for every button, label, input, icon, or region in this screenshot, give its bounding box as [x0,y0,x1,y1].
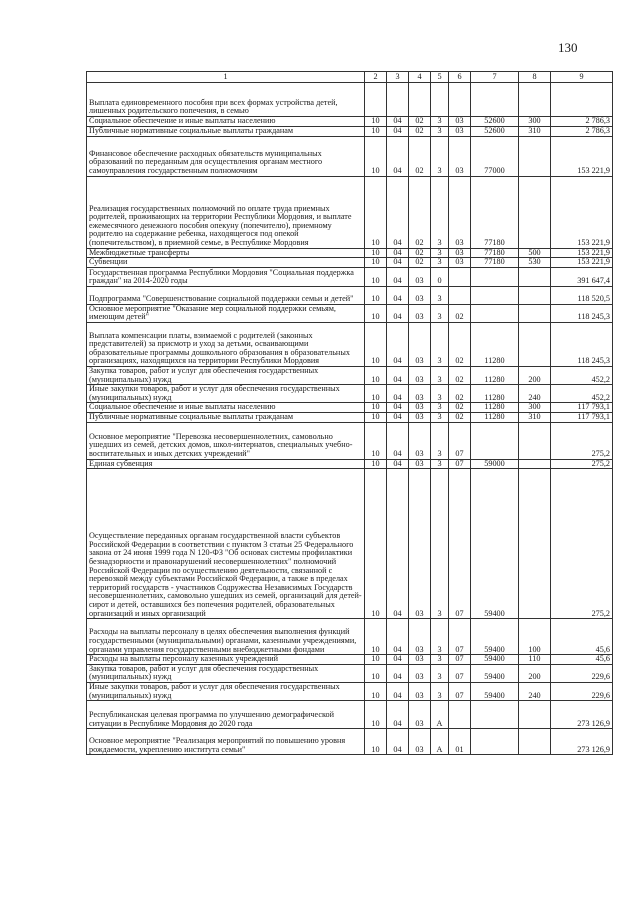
row-name-cell: Основное мероприятие "Перевозка несовершеннолетних, самовольно ушедших из семей, детских домов, школ-интернатов, специальных учебно-воспитательных и иных детских учреждений" [87,422,365,459]
direction-code-cell: 77180 [471,176,519,248]
row-name-cell: Закупка товаров, работ и услуг для обеспечения государственных (муниципальных) нужд [87,366,365,384]
amount-cell: 275,2 [551,459,613,469]
header-cell: 3 [387,72,409,83]
table-row [87,403,613,413]
row-name-cell: Осуществление переданных органам государственной власти субъектов Российской Федерации в соответствии с пунктом 3 статьи 25 Федерального закона от 24 июня 1999 года N 120-ФЗ "Об основах системы профилактики безнадзорности и правонарушений несовершеннолетних" полномочий Российской Федерации по осуществлению деятельности, связанной с перевозкой между субъектами Российской Федерации, а также в пределах территорий государств - участников Содружества Независимых Государств несовершеннолетних, самовольно ушедших из семей, организаций для детей-сирот и детей, оставшихся без попечения родителей, образовательных организаций и иных организаций [87,469,365,619]
subprogram-code-cell: 3 [431,304,449,322]
header-cell: 5 [431,72,449,83]
direction-code-cell: 11280 [471,403,519,413]
table-row [87,83,613,117]
row-name-cell: Закупка товаров, работ и услуг для обеспечения государственных (муниципальных) нужд [87,664,365,682]
subprogram-code-cell: 3 [431,403,449,413]
subsection-code-cell: 04 [387,126,409,136]
header-cell: 6 [449,72,471,83]
amount-cell: 45,6 [551,619,613,655]
section-code-cell: 10 [365,619,387,655]
row-name-cell: Подпрограмма "Совершенствование социальной поддержки семьи и детей" [87,286,365,304]
section-code-cell: 10 [365,422,387,459]
header-cell: 8 [519,72,551,83]
expense-type-cell [519,176,551,248]
direction-code-cell: 77000 [471,136,519,176]
subsection-code-cell: 04 [387,459,409,469]
table-row [87,701,613,729]
expense-type-cell [519,729,551,755]
direction-code-cell: 59400 [471,664,519,682]
direction-code-cell: 59400 [471,655,519,665]
row-name-cell: Социальное обеспечение и иные выплаты населению [87,117,365,127]
amount-cell: 2 786,3 [551,126,613,136]
subprogram-code-cell: 3 [431,385,449,403]
subsection-code-cell: 04 [387,403,409,413]
section-code-cell: 10 [365,469,387,619]
activity-code-cell: 03 [449,176,471,248]
direction-code-cell [471,729,519,755]
direction-code-cell [471,422,519,459]
activity-code-cell: 07 [449,619,471,655]
program-code-cell: 03 [409,664,431,682]
amount-cell: 273 126,9 [551,729,613,755]
subsection-code-cell: 04 [387,469,409,619]
subsection-code-cell: 04 [387,322,409,366]
section-code-cell: 10 [365,403,387,413]
activity-code-cell: 07 [449,664,471,682]
subsection-code-cell: 04 [387,701,409,729]
direction-code-cell [471,83,519,117]
activity-code-cell: 02 [449,385,471,403]
table-row [87,117,613,127]
activity-code-cell: 03 [449,136,471,176]
row-name-cell: Публичные нормативные социальные выплаты гражданам [87,126,365,136]
program-code-cell: 03 [409,304,431,322]
expense-type-cell: 300 [519,403,551,413]
table-row [87,422,613,459]
table-row [87,304,613,322]
amount-cell: 118 245,3 [551,322,613,366]
activity-code-cell: 02 [449,304,471,322]
activity-code-cell: 07 [449,655,471,665]
subsection-code-cell: 04 [387,412,409,422]
row-name-cell: Публичные нормативные социальные выплаты гражданам [87,412,365,422]
subsection-code-cell: 04 [387,267,409,286]
expense-type-cell [519,267,551,286]
table-row [87,469,613,619]
activity-code-cell: 03 [449,126,471,136]
row-name-cell: Расходы на выплаты персоналу в целях обеспечения выполнения функций государственными (муниципальными) органами, казенными учреждениями, органами управления государственными внебюджетными фондами [87,619,365,655]
expense-type-cell [519,304,551,322]
subprogram-code-cell: 3 [431,176,449,248]
expense-type-cell: 530 [519,258,551,268]
direction-code-cell: 52600 [471,126,519,136]
row-name-cell: Основное мероприятие "Реализация мероприятий по повышению уровня рождаемости, укреплению института семьи" [87,729,365,755]
activity-code-cell: 02 [449,403,471,413]
activity-code-cell: 07 [449,459,471,469]
table-row [87,366,613,384]
subsection-code-cell: 04 [387,729,409,755]
program-code-cell: 03 [409,459,431,469]
direction-code-cell [471,304,519,322]
program-code-cell: 03 [409,655,431,665]
table-row [87,136,613,176]
program-code-cell: 02 [409,117,431,127]
expense-type-cell [519,701,551,729]
subprogram-code-cell: 3 [431,459,449,469]
section-code-cell: 10 [365,385,387,403]
table-row [87,459,613,469]
amount-cell: 117 793,1 [551,412,613,422]
subsection-code-cell: 04 [387,176,409,248]
program-code-cell: 02 [409,126,431,136]
header-cell: 9 [551,72,613,83]
expense-type-cell [519,286,551,304]
amount-cell: 273 126,9 [551,701,613,729]
expense-type-cell [519,83,551,117]
subsection-code-cell: 04 [387,664,409,682]
expense-type-cell [519,322,551,366]
direction-code-cell: 11280 [471,385,519,403]
table-row [87,655,613,665]
row-name-cell: Единая субвенция [87,459,365,469]
header-cell: 1 [87,72,365,83]
amount-cell: 118 520,5 [551,286,613,304]
activity-code-cell [449,267,471,286]
expense-type-cell: 200 [519,366,551,384]
subsection-code-cell: 04 [387,366,409,384]
section-code-cell: 10 [365,126,387,136]
expense-type-cell: 110 [519,655,551,665]
direction-code-cell: 59400 [471,619,519,655]
subprogram-code-cell: 3 [431,422,449,459]
subsection-code-cell: 04 [387,258,409,268]
table-row [87,682,613,700]
row-name-cell: Финансовое обеспечение расходных обязательств муниципальных образований по переданным для осуществления органам местного самоуправления государственным полномочиям [87,136,365,176]
expense-type-cell [519,469,551,619]
program-code-cell: 03 [409,619,431,655]
activity-code-cell [449,286,471,304]
program-code-cell: 03 [409,729,431,755]
row-name-cell: Расходы на выплаты персоналу казенных учреждений [87,655,365,665]
expense-type-cell [519,422,551,459]
amount-cell: 391 647,4 [551,267,613,286]
direction-code-cell: 77180 [471,248,519,258]
program-code-cell: 03 [409,286,431,304]
row-name-cell: Субвенции [87,258,365,268]
subprogram-code-cell: 3 [431,286,449,304]
amount-cell: 153 221,9 [551,248,613,258]
amount-cell: 229,6 [551,664,613,682]
row-name-cell: Выплата единовременного пособия при всех формах устройства детей, лишенных родительского попечения, в семью [87,83,365,117]
row-name-cell: Выплата компенсации платы, взимаемой с родителей (законных представителей) за присмотр и уход за детьми, осваивающими образовательные программы дошкольного образования в образовательных организациях, находящихся на территории Республики Мордовия [87,322,365,366]
row-name-cell: Реализация государственных полномочий по оплате труда приемных родителей, проживающих на территории Республики Мордовия, и выплате ежемесячного денежного пособия опекуну (попечителю), приемному родителю на содержание ребенка, находящегося под опекой (попечительством), в приемной семье, в Республике Мордовия [87,176,365,248]
section-code-cell: 10 [365,286,387,304]
subsection-code-cell: 04 [387,248,409,258]
table-row [87,619,613,655]
row-name-cell: Межбюджетные трансферты [87,248,365,258]
section-code-cell: 10 [365,682,387,700]
table-row [87,664,613,682]
activity-code-cell: 01 [449,729,471,755]
expense-type-cell: 240 [519,385,551,403]
amount-cell: 452,2 [551,366,613,384]
subprogram-code-cell: 3 [431,258,449,268]
section-code-cell: 10 [365,459,387,469]
subprogram-code-cell: 3 [431,664,449,682]
subprogram-code-cell: 0 [431,267,449,286]
table-row [87,322,613,366]
table-row [87,385,613,403]
activity-code-cell: 07 [449,422,471,459]
program-code-cell: 03 [409,469,431,619]
program-code-cell: 03 [409,385,431,403]
table-body [87,83,613,755]
section-code-cell [365,83,387,117]
program-code-cell: 02 [409,176,431,248]
subprogram-code-cell: А [431,701,449,729]
direction-code-cell: 11280 [471,366,519,384]
direction-code-cell [471,267,519,286]
amount-cell: 229,6 [551,682,613,700]
activity-code-cell: 02 [449,322,471,366]
row-name-cell: Государственная программа Республики Мордовия "Социальная поддержка граждан" на 2014-2020 годы [87,267,365,286]
amount-cell: 275,2 [551,422,613,459]
budget-table [86,71,613,755]
table-row [87,248,613,258]
expense-type-cell: 240 [519,682,551,700]
program-code-cell [409,83,431,117]
header-cell: 2 [365,72,387,83]
page-number: 130 [558,40,578,55]
table-row [87,412,613,422]
subsection-code-cell: 04 [387,117,409,127]
program-code-cell: 03 [409,412,431,422]
activity-code-cell [449,701,471,729]
subprogram-code-cell [431,83,449,117]
expense-type-cell: 500 [519,248,551,258]
program-code-cell: 03 [409,682,431,700]
expense-type-cell: 100 [519,619,551,655]
program-code-cell: 03 [409,403,431,413]
section-code-cell: 10 [365,267,387,286]
row-name-cell: Иные закупки товаров, работ и услуг для обеспечения государственных (муниципальных) нужд [87,385,365,403]
activity-code-cell: 07 [449,469,471,619]
subsection-code-cell: 04 [387,385,409,403]
row-name-cell: Основное мероприятие "Оказание мер социальной поддержки семьям, имеющим детей" [87,304,365,322]
activity-code-cell: 02 [449,366,471,384]
program-code-cell: 02 [409,248,431,258]
activity-code-cell: 03 [449,258,471,268]
section-code-cell: 10 [365,176,387,248]
row-name-cell: Республиканская целевая программа по улучшению демографической ситуации в Республике Мордовия до 2020 года [87,701,365,729]
activity-code-cell [449,83,471,117]
amount-cell: 117 793,1 [551,403,613,413]
activity-code-cell: 03 [449,248,471,258]
amount-cell: 153 221,9 [551,136,613,176]
direction-code-cell: 77180 [471,258,519,268]
subprogram-code-cell: 3 [431,136,449,176]
section-code-cell: 10 [365,322,387,366]
program-code-cell: 02 [409,136,431,176]
direction-code-cell [471,286,519,304]
amount-cell: 118 245,3 [551,304,613,322]
section-code-cell: 10 [365,366,387,384]
subprogram-code-cell: 3 [431,469,449,619]
subprogram-code-cell: 3 [431,682,449,700]
subsection-code-cell [387,83,409,117]
section-code-cell: 10 [365,248,387,258]
direction-code-cell [471,701,519,729]
section-code-cell: 10 [365,729,387,755]
subsection-code-cell: 04 [387,655,409,665]
subprogram-code-cell: 3 [431,366,449,384]
program-code-cell: 03 [409,422,431,459]
expense-type-cell [519,136,551,176]
section-code-cell: 10 [365,655,387,665]
amount-cell: 275,2 [551,469,613,619]
section-code-cell: 10 [365,304,387,322]
table-row [87,176,613,248]
amount-cell: 153 221,9 [551,258,613,268]
subprogram-code-cell: 3 [431,322,449,366]
amount-cell: 2 786,3 [551,117,613,127]
direction-code-cell: 11280 [471,322,519,366]
subsection-code-cell: 04 [387,136,409,176]
direction-code-cell: 52600 [471,117,519,127]
subsection-code-cell: 04 [387,304,409,322]
amount-cell: 45,6 [551,655,613,665]
expense-type-cell: 310 [519,126,551,136]
section-code-cell: 10 [365,136,387,176]
header-cell: 7 [471,72,519,83]
expense-type-cell: 200 [519,664,551,682]
header-cell: 4 [409,72,431,83]
program-code-cell: 03 [409,701,431,729]
section-code-cell: 10 [365,412,387,422]
section-code-cell: 10 [365,117,387,127]
amount-cell [551,83,613,117]
row-name-cell: Социальное обеспечение и иные выплаты населению [87,403,365,413]
activity-code-cell: 07 [449,682,471,700]
expense-type-cell: 310 [519,412,551,422]
table-row [87,729,613,755]
table-row [87,286,613,304]
subprogram-code-cell: 3 [431,412,449,422]
subprogram-code-cell: 3 [431,117,449,127]
activity-code-cell: 02 [449,412,471,422]
direction-code-cell: 59400 [471,682,519,700]
table-row [87,126,613,136]
program-code-cell: 02 [409,258,431,268]
table-header-row [87,72,613,83]
section-code-cell: 10 [365,258,387,268]
section-code-cell: 10 [365,701,387,729]
subprogram-code-cell: 3 [431,619,449,655]
subprogram-code-cell: 3 [431,248,449,258]
direction-code-cell: 11280 [471,412,519,422]
table-row [87,267,613,286]
subsection-code-cell: 04 [387,286,409,304]
program-code-cell: 03 [409,322,431,366]
subprogram-code-cell: А [431,729,449,755]
amount-cell: 452,2 [551,385,613,403]
program-code-cell: 03 [409,366,431,384]
amount-cell: 153 221,9 [551,176,613,248]
subsection-code-cell: 04 [387,422,409,459]
table-row [87,258,613,268]
expense-type-cell: 300 [519,117,551,127]
activity-code-cell: 03 [449,117,471,127]
subsection-code-cell: 04 [387,682,409,700]
subsection-code-cell: 04 [387,619,409,655]
program-code-cell: 03 [409,267,431,286]
row-name-cell: Иные закупки товаров, работ и услуг для обеспечения государственных (муниципальных) нужд [87,682,365,700]
subprogram-code-cell: 3 [431,126,449,136]
direction-code-cell: 59400 [471,469,519,619]
subprogram-code-cell: 3 [431,655,449,665]
expense-type-cell [519,459,551,469]
section-code-cell: 10 [365,664,387,682]
direction-code-cell: 59000 [471,459,519,469]
